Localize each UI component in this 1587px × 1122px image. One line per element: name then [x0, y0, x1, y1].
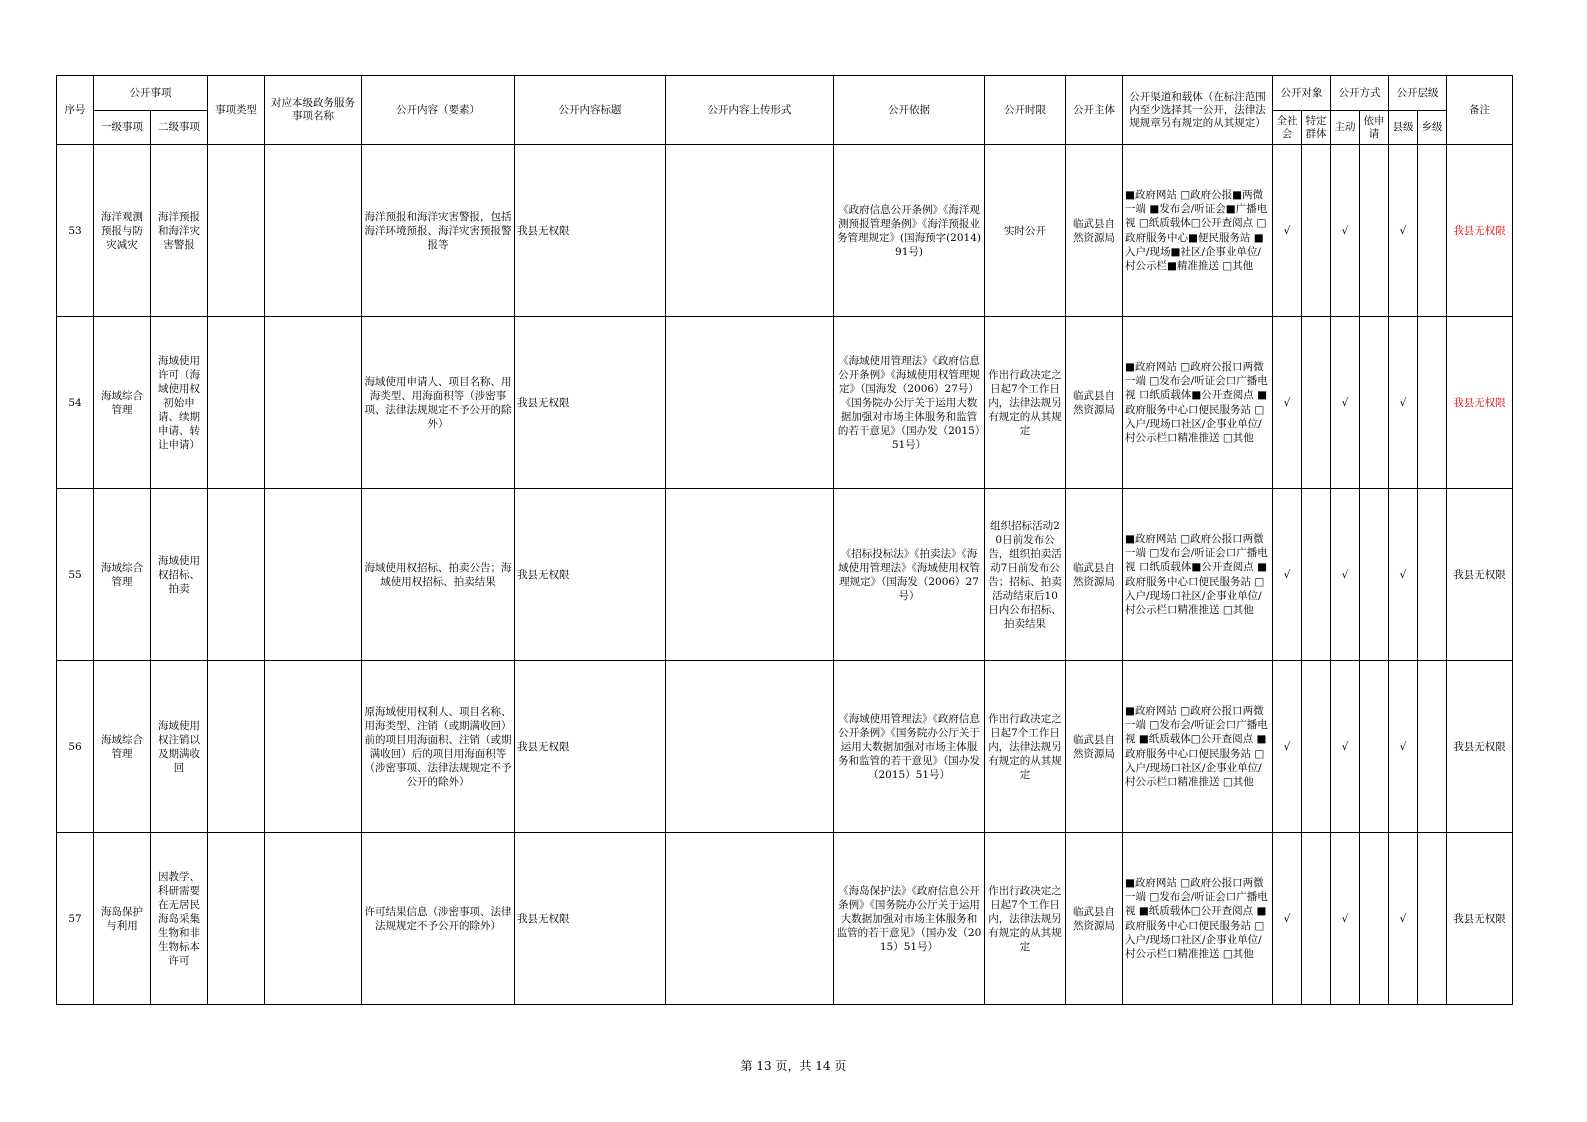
- header-method-active: 主动: [1331, 111, 1360, 145]
- header-level: 公开层级: [1389, 76, 1447, 111]
- row-subject: 临武县自然资源局: [1066, 489, 1123, 661]
- row-channels: ■政府网站 □政府公报口两微一端 □发布会/听证会口广播电视 ■纸质载体□公开查阅点 ■政府服务中心口便民服务站 □入户/现场口社区/企事业单位/村公示栏口精准推送 □其他: [1123, 661, 1273, 833]
- header-service-name: 对应本级政务服务事项名称: [265, 76, 362, 145]
- row-upload-form: [666, 145, 834, 317]
- row-remark: 我县无权限: [1447, 317, 1513, 489]
- header-basis: 公开依据: [834, 76, 985, 145]
- row-upload-form: [666, 317, 834, 489]
- row-service-name: [265, 145, 362, 317]
- row-level1: 海域综合管理: [94, 489, 151, 661]
- row-target-all: √: [1273, 833, 1302, 1005]
- row-target-group: [1302, 145, 1331, 317]
- row-remark: 我县无权限: [1447, 489, 1513, 661]
- row-content: 海洋预报和海洋灾害警报，包括海洋环境预报、海洋灾害预报警报等: [362, 145, 515, 317]
- row-content-title: 我县无权限: [515, 317, 666, 489]
- row-method-active: √: [1331, 661, 1360, 833]
- table-body: [57, 145, 1513, 1005]
- row-target-group: [1302, 317, 1331, 489]
- header-level1: 一级事项: [94, 111, 151, 145]
- row-subject: 临武县自然资源局: [1066, 317, 1123, 489]
- row-level1: 海岛保护与利用: [94, 833, 151, 1005]
- header-method-apply: 依申请: [1360, 111, 1389, 145]
- row-level-town: [1418, 489, 1447, 661]
- row-method-apply: [1360, 145, 1389, 317]
- row-channels: ■政府网站 □政府公报口两微一端 □发布会/听证会口广播电视 口纸质载体■公开查阅点 ■政府服务中心口便民服务站 □入户/现场口社区/企事业单位/村公示栏口精准推送 □其他: [1123, 489, 1273, 661]
- row-item-type: [208, 833, 265, 1005]
- row-target-group: [1302, 489, 1331, 661]
- row-subject: 临武县自然资源局: [1066, 833, 1123, 1005]
- row-level1: 海域综合管理: [94, 661, 151, 833]
- row-basis: 《政府信息公开条例》《海洋观测预报管理条例》《海洋预报业务管理规定》(国海预字(2014)91号): [834, 145, 985, 317]
- header-content-title: 公开内容标题: [515, 76, 666, 145]
- header-target: 公开对象: [1273, 76, 1331, 111]
- row-content: 原海域使用权利人、项目名称、用海类型、注销（或期满收回）前的项目用海面积、注销（或期满收回）后的项目用海面积等（涉密事项、法律法规规定不予公开的除外）: [362, 661, 515, 833]
- row-target-group: [1302, 833, 1331, 1005]
- row-method-active: √: [1331, 317, 1360, 489]
- row-content-title: 我县无权限: [515, 145, 666, 317]
- header-item-type: 事项类型: [208, 76, 265, 145]
- header-channels: 公开渠道和载体（在标注范围内至少选择其一公开，法律法规规章另有规定的从其规定）: [1123, 76, 1273, 145]
- header-upload-form: 公开内容上传形式: [666, 76, 834, 145]
- row-item-type: [208, 661, 265, 833]
- row-method-apply: [1360, 661, 1389, 833]
- row-content: 海域使用申请人、项目名称、用海类型、用海面积等（涉密事项、法律法规规定不予公开的除外）: [362, 317, 515, 489]
- header-subject: 公开主体: [1066, 76, 1123, 145]
- header-remark: 备注: [1447, 76, 1513, 145]
- row-target-group: [1302, 661, 1331, 833]
- row-seq: 53: [57, 145, 94, 317]
- row-method-active: √: [1331, 833, 1360, 1005]
- row-target-all: √: [1273, 661, 1302, 833]
- row-time-limit: 作出行政决定之日起7个工作日内，法律法规另有规定的从其规定: [985, 317, 1066, 489]
- row-basis: 《海岛保护法》《政府信息公开条例》《国务院办公厅关于运用大数据加强对市场主体服务和监管的若干意见》（国办发（2015）51号）: [834, 833, 985, 1005]
- row-level2: 海域使用权招标、拍卖: [151, 489, 208, 661]
- row-time-limit: 组织招标活动20日前发布公告，组织拍卖活动7日前发布公告；招标、拍卖活动结束后10日内公布招标、拍卖结果: [985, 489, 1066, 661]
- row-level2: 海域使用许可（海域使用权初始申请、续期申请、转让申请）: [151, 317, 208, 489]
- header-level-county: 县级: [1389, 111, 1418, 145]
- row-time-limit: 作出行政决定之日起7个工作日内，法律法规另有规定的从其规定: [985, 661, 1066, 833]
- row-level-county: √: [1389, 145, 1418, 317]
- header-seq: 序号: [57, 76, 94, 145]
- row-level-county: √: [1389, 661, 1418, 833]
- row-level2: 海洋预报和海洋灾害警报: [151, 145, 208, 317]
- row-basis: 《海域使用管理法》《政府信息公开条例》《海域使用权管理规定》（国海发（2006）27号）《国务院办公厅关于运用大数据加强对市场主体服务和监管的若干意见》（国办发（2015）51号）: [834, 317, 985, 489]
- row-service-name: [265, 317, 362, 489]
- row-time-limit: 实时公开: [985, 145, 1066, 317]
- header-content: 公开内容（要素）: [362, 76, 515, 145]
- row-time-limit: 作出行政决定之日起7个工作日内，法律法规另有规定的从其规定: [985, 833, 1066, 1005]
- row-level-county: √: [1389, 489, 1418, 661]
- row-item-type: [208, 317, 265, 489]
- row-content-title: 我县无权限: [515, 833, 666, 1005]
- row-service-name: [265, 661, 362, 833]
- row-target-all: √: [1273, 489, 1302, 661]
- row-content-title: 我县无权限: [515, 489, 666, 661]
- row-method-apply: [1360, 317, 1389, 489]
- row-item-type: [208, 145, 265, 317]
- row-remark: 我县无权限: [1447, 833, 1513, 1005]
- table-row: [57, 833, 1513, 1005]
- header-target-group: 特定群体: [1302, 111, 1331, 145]
- row-content-title: 我县无权限: [515, 661, 666, 833]
- row-level-county: √: [1389, 833, 1418, 1005]
- row-upload-form: [666, 489, 834, 661]
- row-level2: 因教学、科研需要在无居民海岛采集生物和非生物标本许可: [151, 833, 208, 1005]
- row-level-town: [1418, 145, 1447, 317]
- row-content: 海域使用权招标、拍卖公告；海域使用权招标、拍卖结果: [362, 489, 515, 661]
- row-level1: 海洋观测预报与防灾减灾: [94, 145, 151, 317]
- row-seq: 54: [57, 317, 94, 489]
- table-row: [57, 317, 1513, 489]
- row-level-town: [1418, 317, 1447, 489]
- row-subject: 临武县自然资源局: [1066, 661, 1123, 833]
- row-seq: 55: [57, 489, 94, 661]
- table-row: [57, 661, 1513, 833]
- row-method-apply: [1360, 489, 1389, 661]
- row-level-town: [1418, 833, 1447, 1005]
- disclosure-table: [56, 75, 1513, 1005]
- table-row: [57, 145, 1513, 317]
- row-seq: 56: [57, 661, 94, 833]
- header-item-group: 公开事项: [94, 76, 208, 111]
- row-basis: 《招标投标法》《拍卖法》《海域使用管理法》《海域使用权管理规定》（国海发（2006）27号）: [834, 489, 985, 661]
- row-item-type: [208, 489, 265, 661]
- header-level-town: 乡级: [1418, 111, 1447, 145]
- row-remark: 我县无权限: [1447, 661, 1513, 833]
- row-seq: 57: [57, 833, 94, 1005]
- row-subject: 临武县自然资源局: [1066, 145, 1123, 317]
- row-service-name: [265, 833, 362, 1005]
- row-service-name: [265, 489, 362, 661]
- row-upload-form: [666, 661, 834, 833]
- header-time-limit: 公开时限: [985, 76, 1066, 145]
- header-level2: 二级事项: [151, 111, 208, 145]
- row-remark: 我县无权限: [1447, 145, 1513, 317]
- row-channels: ■政府网站 □政府公报口两微一端 □发布会/听证会口广播电视 口纸质载体■公开查阅点 ■政府服务中心口便民服务站 □入户/现场口社区/企事业单位/村公示栏口精准推送 □其他: [1123, 317, 1273, 489]
- header-target-all: 全社会: [1273, 111, 1302, 145]
- row-content: 许可结果信息（涉密事项、法律法规规定不予公开的除外）: [362, 833, 515, 1005]
- row-channels: ■政府网站 □政府公报■两微一端 ■发布会/听证会■广播电视 □纸质载体□公开查阅点 □政府服务中心■便民服务站 ■入户/现场■社区/企事业单位/村公示栏■精准推送 □其他: [1123, 145, 1273, 317]
- row-channels: ■政府网站 □政府公报口两微一端 □发布会/听证会口广播电视 ■纸质载体□公开查阅点 ■政府服务中心口便民服务站 □入户/现场口社区/企事业单位/村公示栏口精准推送 □其他: [1123, 833, 1273, 1005]
- row-upload-form: [666, 833, 834, 1005]
- row-level-county: √: [1389, 317, 1418, 489]
- row-method-active: √: [1331, 145, 1360, 317]
- row-target-all: √: [1273, 145, 1302, 317]
- header-method: 公开方式: [1331, 76, 1389, 111]
- row-level-town: [1418, 661, 1447, 833]
- page-number: 第 13 页，共 14 页: [740, 1059, 847, 1073]
- row-target-all: √: [1273, 317, 1302, 489]
- row-level2: 海域使用权注销以及期满收回: [151, 661, 208, 833]
- row-method-apply: [1360, 833, 1389, 1005]
- table-header: [57, 76, 1513, 145]
- row-level1: 海域综合管理: [94, 317, 151, 489]
- row-basis: 《海域使用管理法》《政府信息公开条例》《国务院办公厅关于运用大数据加强对市场主体服务和监管的若干意见》（国办发（2015）51号）: [834, 661, 985, 833]
- table-row: [57, 489, 1513, 661]
- row-method-active: √: [1331, 489, 1360, 661]
